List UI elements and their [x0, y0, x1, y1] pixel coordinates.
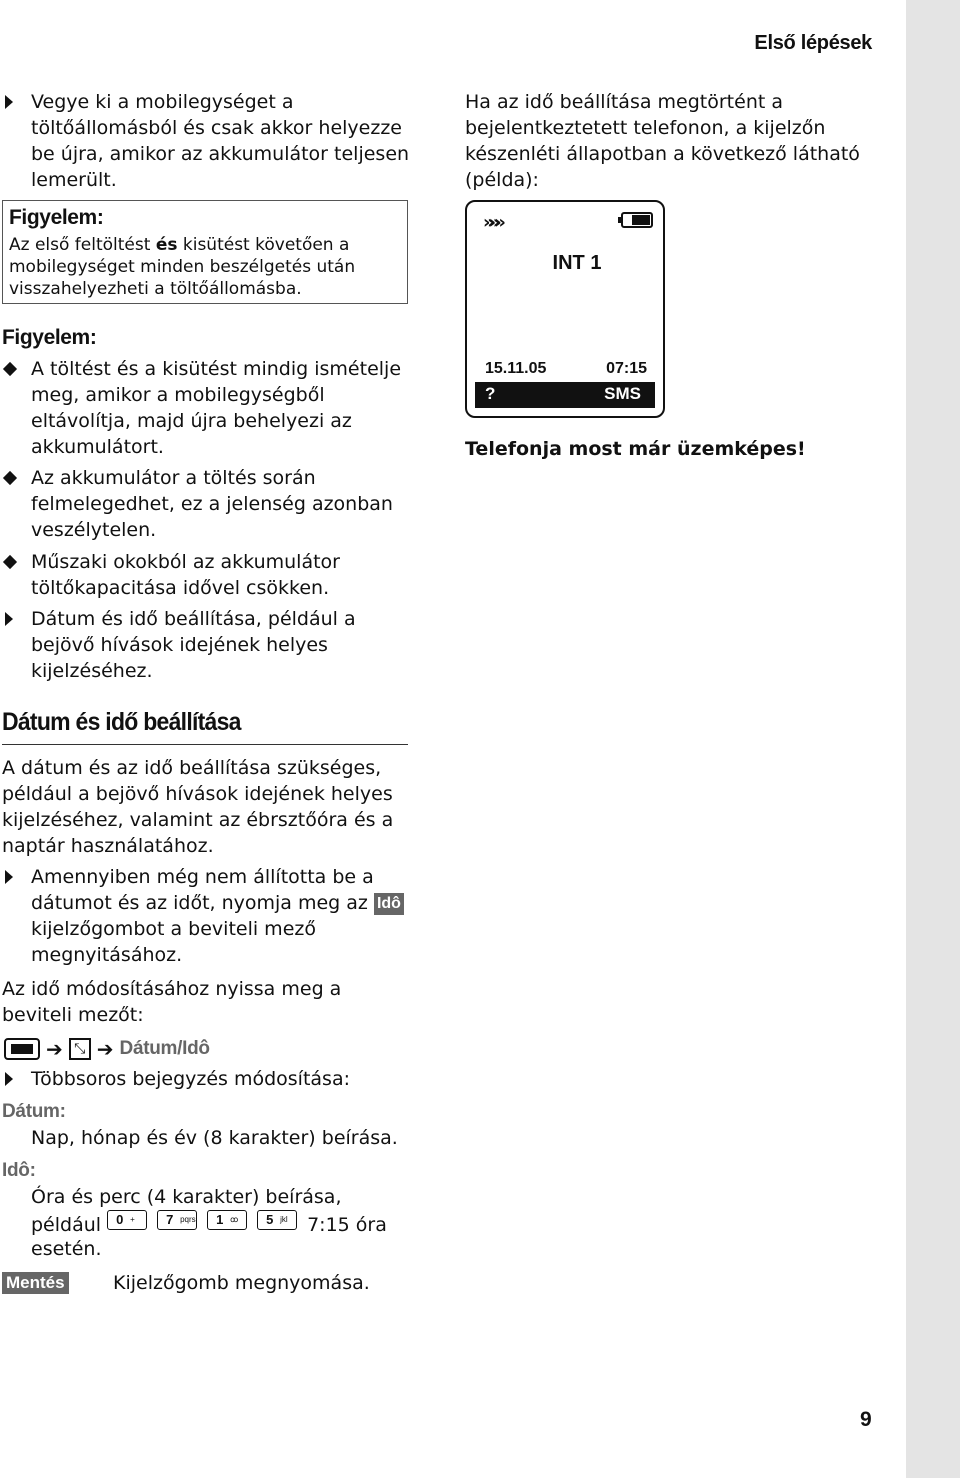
page-number: 9: [860, 1408, 872, 1431]
softkey-left[interactable]: ?: [485, 384, 496, 403]
warning-item: A töltést és a kisütést mindig ismételje meg, amikor a mobilegységből eltávolítja, majd újra behelyezi az akkumulátort.: [31, 356, 411, 460]
step-multiline-edit: Többsoros bejegyzés módosítása:: [31, 1066, 411, 1092]
warning-item: Műszaki okokból az akkumulátor töltőkapacitása idővel csökken.: [31, 549, 411, 601]
ido-text-end: esetén.: [31, 1238, 102, 1260]
heading-rule: [2, 744, 408, 745]
warning-title: Figyelem:: [2, 326, 97, 349]
arrow-right-icon: ➔: [96, 1037, 114, 1061]
save-text: Kijelzőgomb megnyomása.: [113, 1272, 370, 1294]
battery-icon: [621, 212, 653, 228]
section-heading: Dátum és idő beállítása: [2, 708, 241, 736]
key-1[interactable]: 1 ꝏ: [207, 1210, 247, 1230]
softkey-bar: [475, 382, 655, 408]
handset-display: [465, 200, 665, 418]
menu-key-icon[interactable]: [4, 1038, 40, 1060]
display-time: 07:15: [606, 360, 647, 377]
settings-menu-icon[interactable]: ⤡: [69, 1038, 91, 1060]
menu-date-time[interactable]: Dátum/Idô: [119, 1038, 210, 1059]
ready-message: Telefonja most már üzemképes!: [465, 438, 806, 460]
ido-example: például 0 + 7 pqrs 1 ꝏ 5 jkl 7:15 óra: [31, 1212, 387, 1236]
internal-name: INT 1: [552, 252, 602, 274]
key-0[interactable]: 0 +: [107, 1210, 147, 1230]
key-5[interactable]: 5 jkl: [257, 1210, 297, 1230]
ido-label: Idô:: [2, 1160, 36, 1181]
step-remove-handset: Vegye ki a mobilegységet a töltőállomásból és csak akkor helyezze be újra, amikor az akkumulátor teljesen lemerült.: [31, 89, 411, 193]
note-title: Figyelem:: [9, 206, 104, 229]
ido-text: Óra és perc (4 karakter) beírása,: [31, 1186, 342, 1208]
warning-item: Az akkumulátor a töltés során felmelegedhet, ez a jelenség azonban veszélytelen.: [31, 465, 411, 543]
display-date: 15.11.05: [485, 360, 547, 377]
menu-path: [4, 1036, 210, 1062]
chapter-header: Első lépések: [754, 32, 872, 54]
datum-text: Nap, hónap és év (8 karakter) beírása.: [31, 1127, 398, 1149]
page-side-tab: [906, 0, 960, 1478]
save-softkey[interactable]: Mentés: [2, 1272, 69, 1294]
section-intro: A dátum és az idő beállítása szükséges, például a bejövő hívások idejének helyes kijelzéséhez, valamint az ébrsztőóra és a naptár használatához.: [2, 757, 394, 857]
sms-softkey[interactable]: SMS: [604, 384, 641, 403]
display-intro: Ha az idő beállítása megtörtént a bejelentkeztetett telefonon, a kijelzőn készenléti állapotban a következő látható (példa):: [465, 91, 860, 191]
note-text: Az első feltöltést és kisütést követően a mobilegységet minden beszélgetés után visszahelyezheti a töltőállomásba.: [9, 235, 356, 299]
arrow-right-icon: ➔: [46, 1037, 63, 1061]
ido-softkey[interactable]: Idô: [374, 893, 404, 915]
step-set-date-time: Dátum és idő beállítása, például a bejövő hívások idejének helyes kijelzéséhez.: [31, 606, 411, 684]
modify-instruction: Az idő módosításához nyissa meg a beviteli mezőt:: [2, 978, 342, 1026]
note-box: [2, 200, 408, 304]
save-row: [2, 1272, 69, 1294]
step-open-field: Amennyiben még nem állította be a dátumot és az időt, nyomja meg az Idô kijelzőgombot a beviteli mező megnyitásához.: [31, 864, 411, 968]
key-7[interactable]: 7 pqrs: [157, 1210, 197, 1230]
datum-label: Dátum:: [2, 1101, 66, 1122]
signal-strength-icon: »»»: [483, 212, 500, 233]
